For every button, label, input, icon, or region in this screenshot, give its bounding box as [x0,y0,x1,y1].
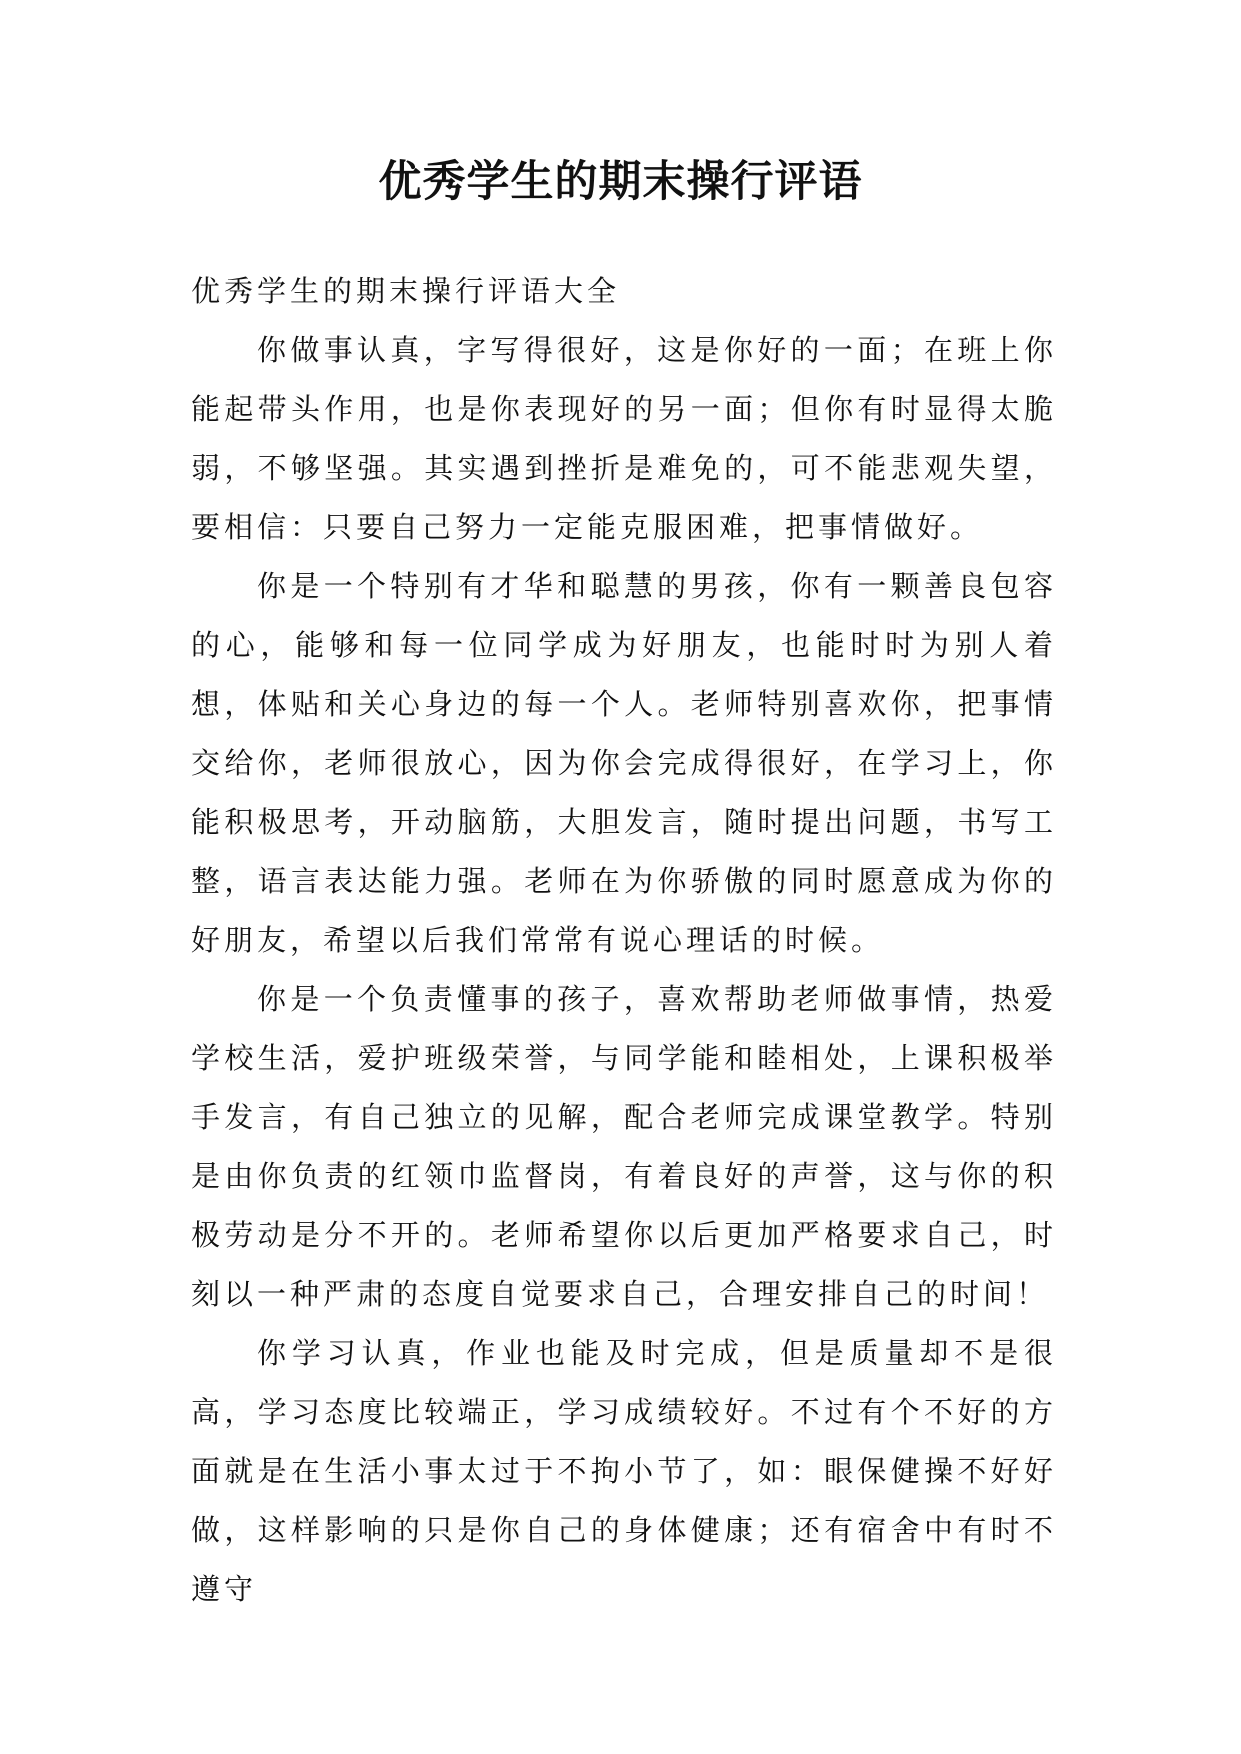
paragraph-3: 你是一个负责懂事的孩子，喜欢帮助老师做事情，热爱学校生活，爱护班级荣誉，与同学能和睦相处，上课积极举手发言，有自己独立的见解，配合老师完成课堂教学。特别是由你负责的红领巾监督岗，有着良好的声誉，这与你的积极劳动是分不开的。老师希望你以后更加严格要求自己，时刻以一种严肃的态度自觉要求自己，合理安排自己的时间！ [191,982,1057,1311]
document-subtitle: 优秀学生的期末操行评语大全 [191,274,621,308]
document-title: 优秀学生的期末操行评语 [378,157,863,207]
paragraph-4: 你学习认真，作业也能及时完成，但是质量却不是很高，学习态度比较端正，学习成绩较好。不过有个不好的方面就是在生活小事太过于不拘小节了，如：眼保健操不好好做，这样影响的只是你自己的身体健康；还有宿舍中有时不遵守 [191,1336,1057,1606]
paragraph-2: 你是一个特别有才华和聪慧的男孩，你有一颗善良包容的心，能够和每一位同学成为好朋友，也能时时为别人着想，体贴和关心身边的每一个人。老师特别喜欢你，把事情交给你，老师很放心，因为你会完成得很好，在学习上，你能积极思考，开动脑筋，大胆发言，随时提出问题，书写工整，语言表达能力强。老师在为你骄傲的同时愿意成为你的好朋友，希望以后我们常常有说心理话的时候。 [191,569,1057,957]
document-body [191,262,1057,1619]
paragraph-1: 你做事认真，字写得很好，这是你好的一面；在班上你能起带头作用，也是你表现好的另一面；但你有时显得太脆弱，不够坚强。其实遇到挫折是难免的，可不能悲观失望，要相信：只要自己努力一定能克服困难，把事情做好。 [191,333,1057,544]
